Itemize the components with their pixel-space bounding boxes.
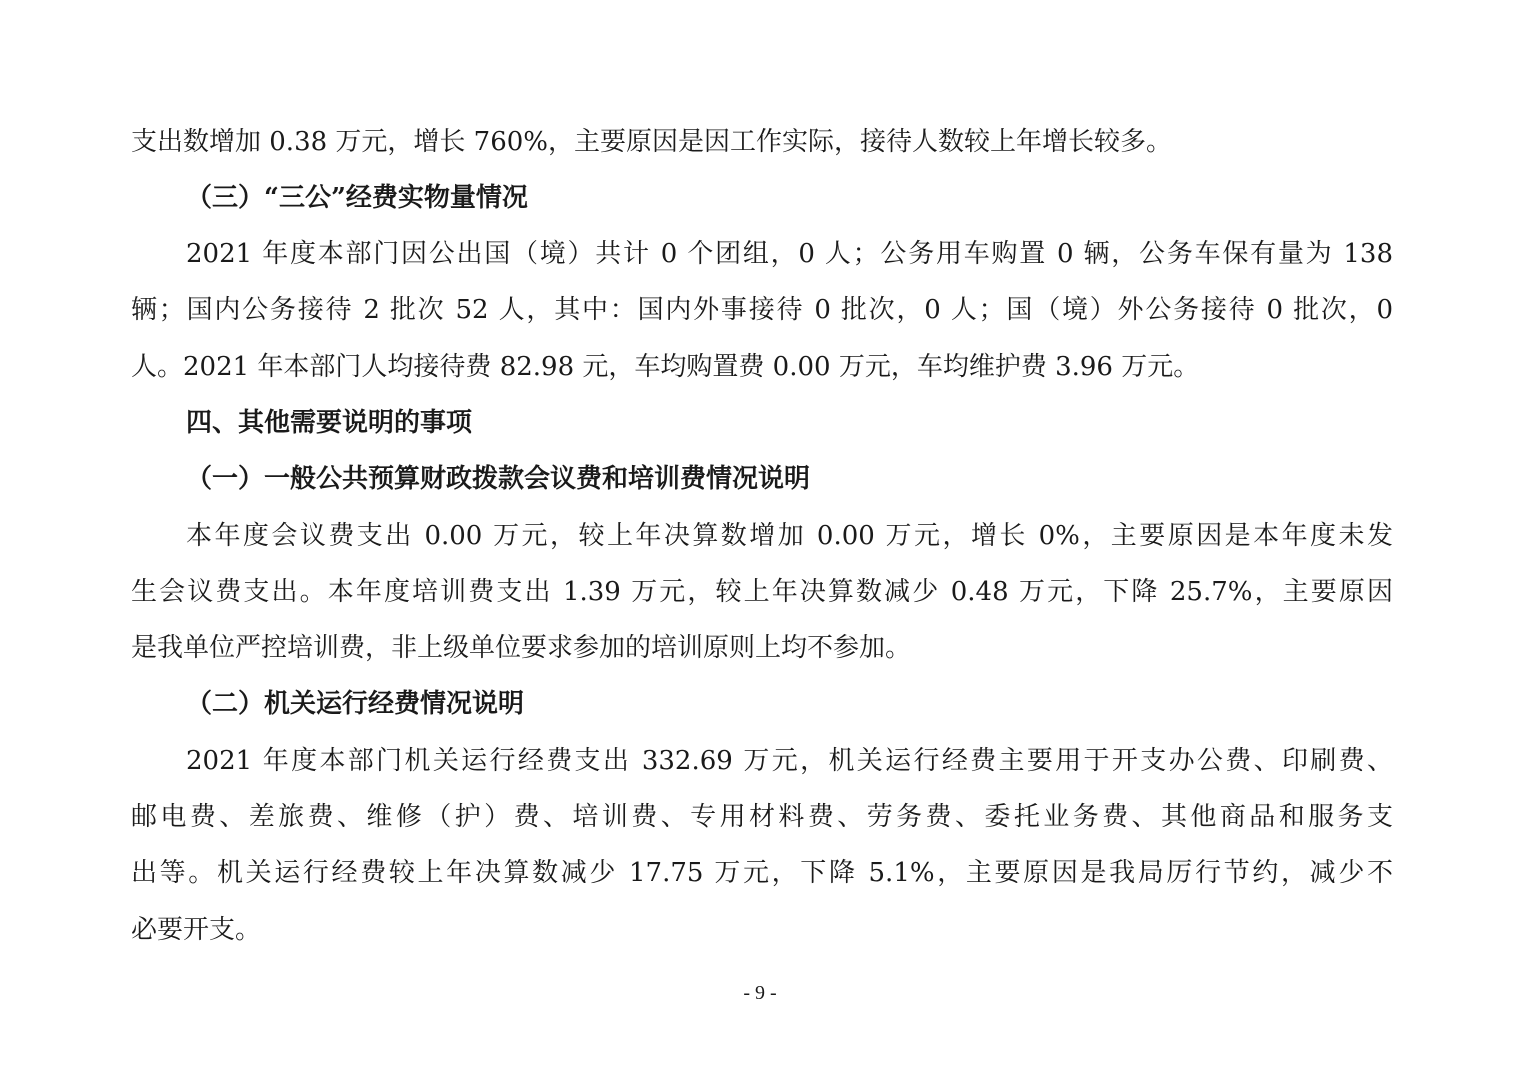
paragraph-meeting-line: 生会议费支出。本年度培训费支出 1.39 万元，较上年决算数减少 0.48 万元，下降 25.7%，主要原因 <box>131 577 1393 607</box>
paragraph-quantity-line: 辆；国内公务接待 2 批次 52 人，其中：国内外事接待 0 批次，0 人；国（境）外公务接待 0 批次，0 <box>131 295 1393 325</box>
paragraph-operation-line: 出等。机关运行经费较上年决算数减少 17.75 万元，下降 5.1%，主要原因是我局厉行节约，减少不 <box>131 858 1393 888</box>
paragraph-continuation-line: 支出数增加 0.38 万元，增长 760%，主要原因是因工作实际，接待人数较上年增长较多。 <box>131 127 1173 157</box>
paragraph-operation-line: 2021 年度本部门机关运行经费支出 332.69 万元，机关运行经费主要用于开支办公费、印刷费、 <box>186 746 1393 776</box>
paragraph-quantity-line: 2021 年度本部门因公出国（境）共计 0 个团组，0 人；公务用车购置 0 辆，公务车保有量为 138 <box>186 239 1393 269</box>
heading-operation-expense: （二）机关运行经费情况说明 <box>186 689 525 719</box>
heading-section-four: 四、其他需要说明的事项 <box>186 408 473 438</box>
paragraph-meeting-line: 本年度会议费支出 0.00 万元，较上年决算数增加 0.00 万元，增长 0%，主要原因是本年度未发 <box>186 521 1393 551</box>
paragraph-operation-line: 必要开支。 <box>131 915 262 945</box>
page-number: - 9 - <box>743 982 777 1004</box>
heading-meeting-training: （一）一般公共预算财政拨款会议费和培训费情况说明 <box>186 464 811 494</box>
paragraph-quantity-line: 人。2021 年本部门人均接待费 82.98 元，车均购置费 0.00 万元，车均维护费 3.96 万元。 <box>131 352 1200 382</box>
heading-sangong-quantity: （三）“三公”经费实物量情况 <box>186 183 528 213</box>
paragraph-meeting-line: 是我单位严控培训费，非上级单位要求参加的培训原则上均不参加。 <box>131 633 912 663</box>
paragraph-operation-line: 邮电费、差旅费、维修（护）费、培训费、专用材料费、劳务费、委托业务费、其他商品和服务支 <box>131 802 1393 832</box>
